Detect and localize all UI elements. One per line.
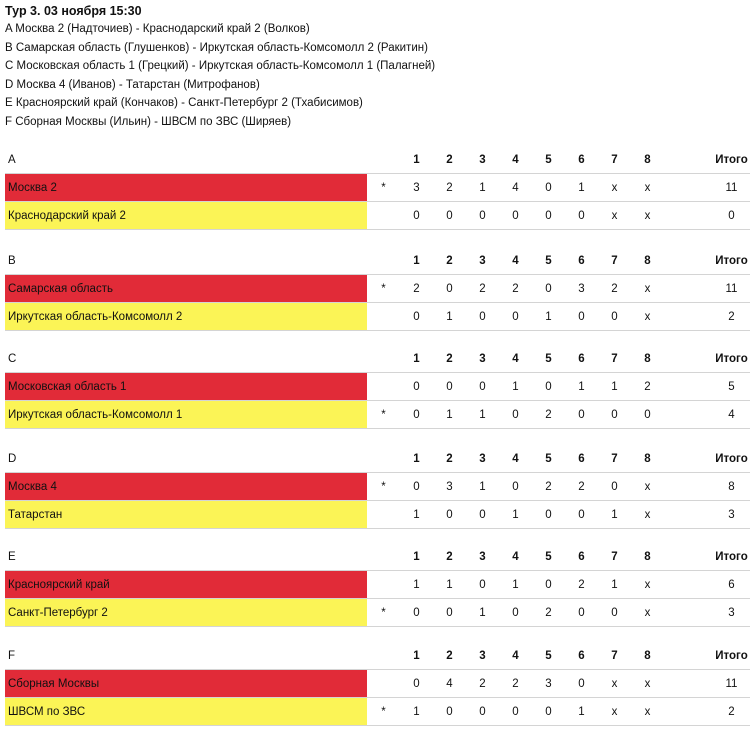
column-header: 4 — [499, 345, 532, 373]
total-header: Итого — [699, 247, 750, 275]
first-move-star — [367, 501, 400, 529]
column-header: 5 — [532, 247, 565, 275]
first-move-star — [367, 670, 400, 698]
column-header: 3 — [466, 345, 499, 373]
score-cell: 0 — [466, 501, 499, 529]
team-row — [5, 473, 750, 501]
score-cell: x — [631, 670, 664, 698]
score-cell: 0 — [433, 599, 466, 627]
group-table-d — [5, 445, 750, 529]
column-header: 1 — [400, 345, 433, 373]
first-move-star: * — [367, 698, 400, 726]
score-cell: 0 — [565, 303, 598, 331]
team-row — [5, 401, 750, 429]
match-line: E Красноярский край (Кончаков) - Санкт-Петербург 2 (Тхабисимов) — [5, 97, 363, 110]
first-move-star: * — [367, 401, 400, 429]
score-cell: x — [631, 501, 664, 529]
score-cell: 1 — [466, 473, 499, 501]
spacer-cell — [664, 373, 699, 401]
team-name: Москва 4 — [5, 473, 367, 501]
score-cell: 4 — [499, 174, 532, 202]
team-row — [5, 670, 750, 698]
first-move-star — [367, 571, 400, 599]
score-cell: 2 — [565, 473, 598, 501]
score-cell: 0 — [400, 401, 433, 429]
table-header-row — [5, 642, 750, 670]
group-table-b — [5, 247, 750, 331]
score-cell: x — [598, 698, 631, 726]
score-cell: x — [631, 599, 664, 627]
column-header: 5 — [532, 642, 565, 670]
score-cell: 1 — [598, 571, 631, 599]
total-cell: 8 — [699, 473, 750, 501]
score-cell: 1 — [565, 373, 598, 401]
column-header: 4 — [499, 247, 532, 275]
score-cell: 0 — [532, 174, 565, 202]
spacer-cell — [664, 174, 699, 202]
score-cell: 0 — [532, 698, 565, 726]
score-cell: 1 — [400, 501, 433, 529]
spacer-cell — [664, 202, 699, 230]
star-header-cell — [367, 445, 400, 473]
score-cell: 1 — [565, 698, 598, 726]
column-header: 1 — [400, 445, 433, 473]
group-label: C — [5, 345, 367, 373]
column-header: 3 — [466, 247, 499, 275]
score-cell: 0 — [499, 401, 532, 429]
group-label: D — [5, 445, 367, 473]
score-cell: 0 — [466, 202, 499, 230]
column-header: 2 — [433, 345, 466, 373]
total-header: Итого — [699, 146, 750, 174]
score-cell: 0 — [631, 401, 664, 429]
total-cell: 11 — [699, 275, 750, 303]
match-line: C Московская область 1 (Грецкий) - Иркутская область-Комсомолл 1 (Палагней) — [5, 60, 436, 73]
star-header-cell — [367, 642, 400, 670]
group-table-f — [5, 642, 750, 726]
score-cell: 3 — [400, 174, 433, 202]
team-row — [5, 373, 750, 401]
score-cell: 2 — [532, 473, 565, 501]
column-header: 7 — [598, 642, 631, 670]
score-cell: 1 — [400, 698, 433, 726]
total-cell: 6 — [699, 571, 750, 599]
spacer-cell — [664, 698, 699, 726]
score-cell: 0 — [400, 599, 433, 627]
column-header: 4 — [499, 543, 532, 571]
score-cell: 1 — [532, 303, 565, 331]
score-cell: 0 — [598, 401, 631, 429]
column-header: 8 — [631, 146, 664, 174]
group-label: B — [5, 247, 367, 275]
first-move-star: * — [367, 174, 400, 202]
score-cell: 3 — [565, 275, 598, 303]
total-cell: 2 — [699, 698, 750, 726]
table-header-row — [5, 146, 750, 174]
score-cell: 2 — [532, 401, 565, 429]
match-list — [5, 20, 745, 132]
match-line: D Москва 4 (Иванов) - Татарстан (Митрофанов) — [5, 78, 260, 91]
score-cell: 0 — [433, 698, 466, 726]
total-cell: 11 — [699, 174, 750, 202]
column-header: 6 — [565, 543, 598, 571]
spacer-cell — [664, 247, 699, 275]
total-cell: 5 — [699, 373, 750, 401]
team-name: Московская область 1 — [5, 373, 367, 401]
score-cell: 0 — [499, 473, 532, 501]
column-header: 6 — [565, 642, 598, 670]
column-header: 8 — [631, 445, 664, 473]
score-cell: 2 — [598, 275, 631, 303]
team-name: Иркутская область-Комсомолл 1 — [5, 401, 367, 429]
spacer-cell — [664, 345, 699, 373]
score-cell: 3 — [433, 473, 466, 501]
total-cell: 0 — [699, 202, 750, 230]
score-cell: x — [598, 202, 631, 230]
spacer-cell — [664, 275, 699, 303]
team-row — [5, 202, 750, 230]
column-header: 2 — [433, 445, 466, 473]
match-line: A Москва 2 (Надточиев) - Краснодарский край 2 (Волков) — [5, 23, 310, 35]
team-row — [5, 303, 750, 331]
spacer-cell — [664, 670, 699, 698]
column-header: 4 — [499, 642, 532, 670]
match-line: B Самарская область (Глушенков) - Иркутская область-Комсомолл 2 (Ракитин) — [5, 41, 428, 54]
score-cell: 4 — [433, 670, 466, 698]
table-header-row — [5, 247, 750, 275]
spacer-cell — [664, 642, 699, 670]
column-header: 3 — [466, 642, 499, 670]
score-cell: x — [631, 571, 664, 599]
score-cell: 0 — [532, 275, 565, 303]
team-row — [5, 501, 750, 529]
team-row — [5, 571, 750, 599]
score-cell: 1 — [433, 571, 466, 599]
total-header: Итого — [699, 642, 750, 670]
score-cell: 0 — [532, 571, 565, 599]
score-cell: 2 — [499, 275, 532, 303]
spacer-cell — [664, 501, 699, 529]
score-cell: 0 — [565, 670, 598, 698]
column-header: 4 — [499, 445, 532, 473]
score-cell: 2 — [499, 670, 532, 698]
team-name: Иркутская область-Комсомолл 2 — [5, 303, 367, 331]
score-cell: x — [631, 698, 664, 726]
score-cell: 1 — [433, 401, 466, 429]
group-table-e — [5, 543, 750, 627]
total-header: Итого — [699, 543, 750, 571]
score-cell: 0 — [433, 275, 466, 303]
team-row — [5, 698, 750, 726]
score-cell: 0 — [400, 303, 433, 331]
total-cell: 3 — [699, 599, 750, 627]
total-cell: 4 — [699, 401, 750, 429]
first-move-star: * — [367, 275, 400, 303]
score-cell: 0 — [499, 599, 532, 627]
score-cell: 0 — [466, 373, 499, 401]
total-cell: 11 — [699, 670, 750, 698]
column-header: 4 — [499, 146, 532, 174]
score-cell: 0 — [532, 501, 565, 529]
score-cell: 0 — [565, 202, 598, 230]
group-table-a — [5, 146, 750, 230]
score-cell: 0 — [598, 303, 631, 331]
score-cell: 0 — [433, 501, 466, 529]
spacer-cell — [664, 571, 699, 599]
column-header: 7 — [598, 247, 631, 275]
score-cell: 2 — [466, 275, 499, 303]
column-header: 1 — [400, 543, 433, 571]
score-cell: 0 — [400, 202, 433, 230]
total-cell: 2 — [699, 303, 750, 331]
spacer-cell — [664, 599, 699, 627]
score-cell: 0 — [499, 202, 532, 230]
round-title: Тур 3. 03 ноября 15:30 — [5, 4, 142, 18]
score-cell: 0 — [499, 698, 532, 726]
round-header — [5, 2, 745, 132]
group-label: E — [5, 543, 367, 571]
score-cell: 1 — [433, 303, 466, 331]
score-cell: 0 — [433, 202, 466, 230]
score-cell: 1 — [499, 373, 532, 401]
score-cell: x — [598, 174, 631, 202]
score-cell: 1 — [466, 401, 499, 429]
score-cell: 2 — [565, 571, 598, 599]
score-cell: 2 — [631, 373, 664, 401]
score-cell: x — [631, 473, 664, 501]
score-cell: 2 — [532, 599, 565, 627]
score-cell: 0 — [466, 303, 499, 331]
column-header: 6 — [565, 345, 598, 373]
team-name: Краснодарский край 2 — [5, 202, 367, 230]
column-header: 5 — [532, 146, 565, 174]
score-cell: 2 — [466, 670, 499, 698]
column-header: 6 — [565, 146, 598, 174]
score-cell: 0 — [400, 373, 433, 401]
score-cell: 0 — [598, 473, 631, 501]
column-header: 8 — [631, 543, 664, 571]
score-cell: 1 — [565, 174, 598, 202]
spacer-cell — [664, 445, 699, 473]
score-cell: 3 — [532, 670, 565, 698]
score-cell: 1 — [400, 571, 433, 599]
column-header: 2 — [433, 543, 466, 571]
spacer-cell — [664, 401, 699, 429]
score-cell: 2 — [400, 275, 433, 303]
score-cell: 1 — [466, 174, 499, 202]
score-cell: x — [631, 174, 664, 202]
star-header-cell — [367, 345, 400, 373]
column-header: 7 — [598, 445, 631, 473]
match-line: F Сборная Москвы (Ильин) - ШВСМ по ЗВС (Ширяев) — [5, 115, 292, 128]
score-cell: 0 — [565, 501, 598, 529]
column-header: 1 — [400, 146, 433, 174]
column-header: 8 — [631, 345, 664, 373]
score-cell: 1 — [598, 373, 631, 401]
spacer-cell — [664, 543, 699, 571]
column-header: 2 — [433, 146, 466, 174]
score-cell: 0 — [499, 303, 532, 331]
score-cell: 0 — [598, 599, 631, 627]
score-cell: 0 — [565, 401, 598, 429]
star-header-cell — [367, 543, 400, 571]
score-cell: 0 — [400, 473, 433, 501]
star-header-cell — [367, 146, 400, 174]
column-header: 2 — [433, 247, 466, 275]
column-header: 8 — [631, 642, 664, 670]
column-header: 8 — [631, 247, 664, 275]
score-cell: x — [631, 202, 664, 230]
score-cell: x — [631, 303, 664, 331]
table-header-row — [5, 345, 750, 373]
first-move-star — [367, 303, 400, 331]
star-header-cell — [367, 247, 400, 275]
table-header-row — [5, 445, 750, 473]
spacer-cell — [664, 303, 699, 331]
score-cell: 1 — [466, 599, 499, 627]
team-name: Татарстан — [5, 501, 367, 529]
column-header: 5 — [532, 543, 565, 571]
total-header: Итого — [699, 345, 750, 373]
column-header: 7 — [598, 146, 631, 174]
spacer-cell — [664, 473, 699, 501]
team-name: Москва 2 — [5, 174, 367, 202]
column-header: 1 — [400, 247, 433, 275]
score-cell: 0 — [532, 202, 565, 230]
column-header: 5 — [532, 345, 565, 373]
group-table-c — [5, 345, 750, 429]
column-header: 3 — [466, 146, 499, 174]
score-cell: 2 — [433, 174, 466, 202]
team-row — [5, 599, 750, 627]
score-cell: x — [598, 670, 631, 698]
column-header: 6 — [565, 247, 598, 275]
score-cell: 0 — [532, 373, 565, 401]
team-name: Сборная Москвы — [5, 670, 367, 698]
column-header: 6 — [565, 445, 598, 473]
spacer-cell — [664, 146, 699, 174]
column-header: 3 — [466, 543, 499, 571]
team-row — [5, 275, 750, 303]
score-cell: 1 — [499, 501, 532, 529]
table-header-row — [5, 543, 750, 571]
first-move-star: * — [367, 473, 400, 501]
column-header: 1 — [400, 642, 433, 670]
column-header: 2 — [433, 642, 466, 670]
score-cell: 1 — [499, 571, 532, 599]
total-cell: 3 — [699, 501, 750, 529]
group-label: A — [5, 146, 367, 174]
team-row — [5, 174, 750, 202]
first-move-star — [367, 373, 400, 401]
score-cell: 0 — [400, 670, 433, 698]
score-cell: 1 — [598, 501, 631, 529]
team-name: Красноярский край — [5, 571, 367, 599]
score-cell: 0 — [433, 373, 466, 401]
column-header: 3 — [466, 445, 499, 473]
first-move-star: * — [367, 599, 400, 627]
total-header: Итого — [699, 445, 750, 473]
score-cell: 0 — [466, 698, 499, 726]
score-cell: 0 — [565, 599, 598, 627]
first-move-star — [367, 202, 400, 230]
team-name: ШВСМ по ЗВС — [5, 698, 367, 726]
team-name: Санкт-Петербург 2 — [5, 599, 367, 627]
group-label: F — [5, 642, 367, 670]
score-cell: x — [631, 275, 664, 303]
team-name: Самарская область — [5, 275, 367, 303]
column-header: 7 — [598, 345, 631, 373]
column-header: 5 — [532, 445, 565, 473]
score-cell: 0 — [466, 571, 499, 599]
column-header: 7 — [598, 543, 631, 571]
